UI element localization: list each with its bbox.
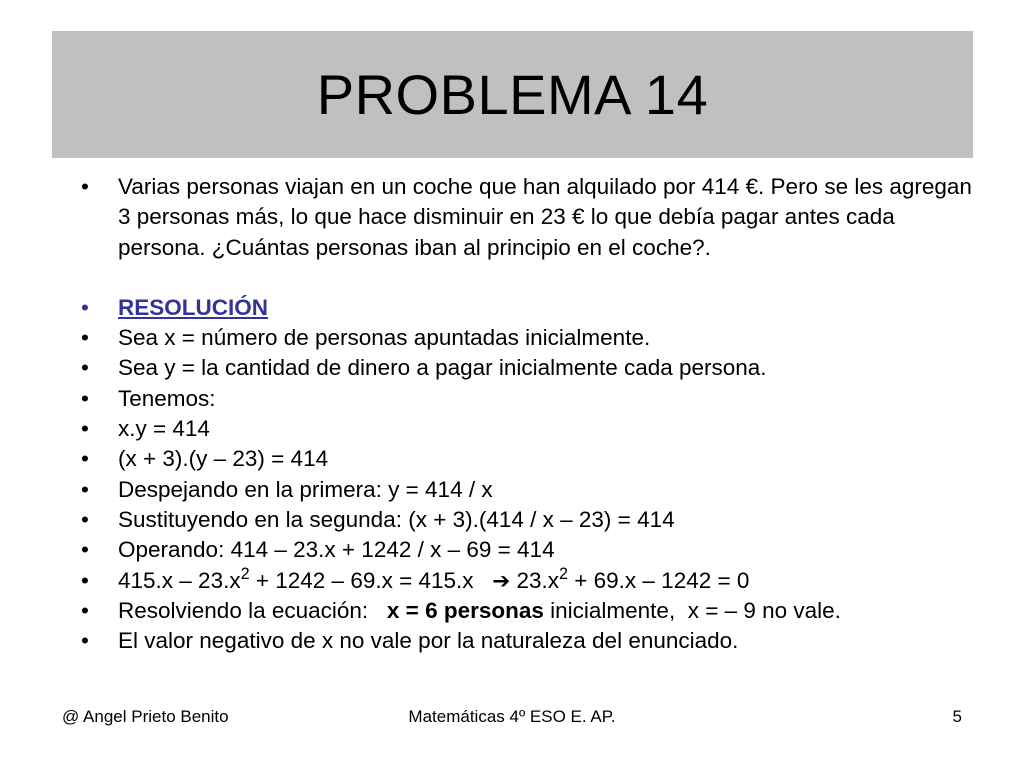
resolution-line: • Sustituyendo en la segunda: (x + 3).(414 / x – 23) = 414: [76, 505, 976, 535]
resolution-line: • Sea x = número de personas apuntadas inicialmente.: [76, 323, 976, 353]
resolution-line: • x.y = 414: [76, 414, 976, 444]
resolution-line: • Sea y = la cantidad de dinero a pagar inicialmente cada persona.: [76, 353, 976, 383]
eq-part: + 1242 – 69.x = 415.x: [249, 567, 493, 593]
footer-course: Matemáticas 4º ESO E. AP.: [408, 707, 616, 726]
solution-suffix: inicialmente, x = – 9 no vale.: [543, 597, 841, 623]
solution-answer: x = 6 personas: [386, 597, 544, 623]
eq-part: + 69.x – 1242 = 0: [568, 567, 750, 593]
arrow-icon: ➔: [492, 568, 511, 593]
resolution-line: • (x + 3).(y – 23) = 414: [76, 444, 976, 474]
quadratic-equation-line: [76, 566, 976, 596]
footer-page-number: 5: [952, 707, 962, 726]
conclusion-line: • El valor negativo de x no vale por la naturaleza del enunciado.: [76, 626, 976, 656]
solution-line: [76, 596, 976, 626]
slide-body: [76, 172, 976, 656]
resolution-line: • Operando: 414 – 23.x + 1242 / x – 69 = 414: [76, 535, 976, 565]
problem-statement: • Varias personas viajan en un coche que han alquilado por 414 €. Pero se les agregan 3 personas más, lo que hace disminuir en 23 € lo que debía pagar antes cada persona. ¿Cuántas personas iban al principio en el coche?.: [76, 172, 976, 263]
footer-author: @ Angel Prieto Benito: [62, 707, 229, 726]
resolution-heading-item: [76, 293, 976, 323]
eq-exponent: 2: [240, 564, 250, 583]
title-band: [52, 31, 973, 158]
resolution-line: • Tenemos:: [76, 384, 976, 414]
eq-part: 23.x: [510, 567, 559, 593]
eq-exponent: 2: [558, 564, 568, 583]
resolution-line: • Despejando en la primera: y = 414 / x: [76, 475, 976, 505]
resolution-heading: RESOLUCIÓN: [118, 294, 269, 320]
solution-prefix: Resolviendo la ecuación:: [118, 597, 387, 623]
eq-part: 415.x – 23.x: [118, 567, 241, 593]
slide-title: PROBLEMA 14: [316, 63, 709, 126]
